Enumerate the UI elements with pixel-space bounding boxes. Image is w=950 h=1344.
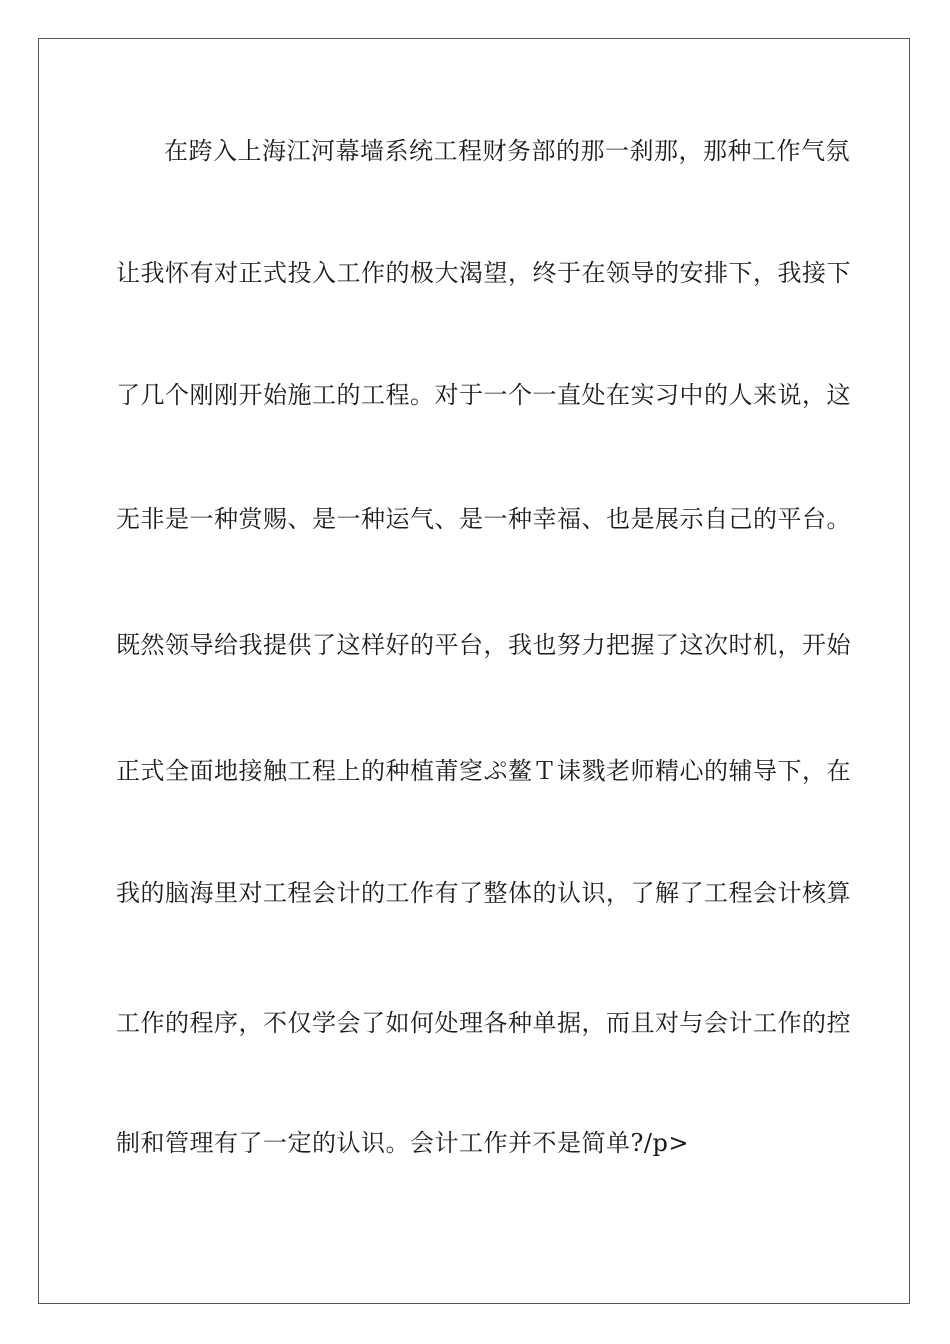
paragraph-line: 既然领导给我提供了这样好的平台，我也努力把握了这次时机，开始 [116, 631, 851, 659]
page-border [38, 38, 910, 1304]
paragraph-line: 了几个刚刚开始施工的工程。对于一个一直处在实习中的人来说，这 [116, 381, 851, 409]
paragraph-line: 在跨入上海江河幕墙系统工程财务部的那一刹那，那种工作气氛 [164, 137, 850, 165]
paragraph-line: 无非是一种赏赐、是一种运气、是一种幸福、也是展示自己的平台。 [116, 505, 851, 533]
paragraph-line: 让我怀有对正式投入工作的极大渴望，终于在领导的安排下，我接下 [116, 259, 851, 287]
paragraph-line: 工作的程序，不仅学会了如何处理各种单据，而且对与会计工作的控 [116, 1009, 851, 1037]
paragraph-line: 我的脑海里对工程会计的工作有了整体的认识，了解了工程会计核算 [116, 879, 851, 907]
paragraph-line: 正式全面地接触工程上的种植莆窆ぷ鳌Ｔ诔戮老师精心的辅导下，在 [116, 757, 851, 785]
paragraph-line: 制和管理有了一定的认识。会计工作并不是简单?/p> [116, 1129, 689, 1157]
